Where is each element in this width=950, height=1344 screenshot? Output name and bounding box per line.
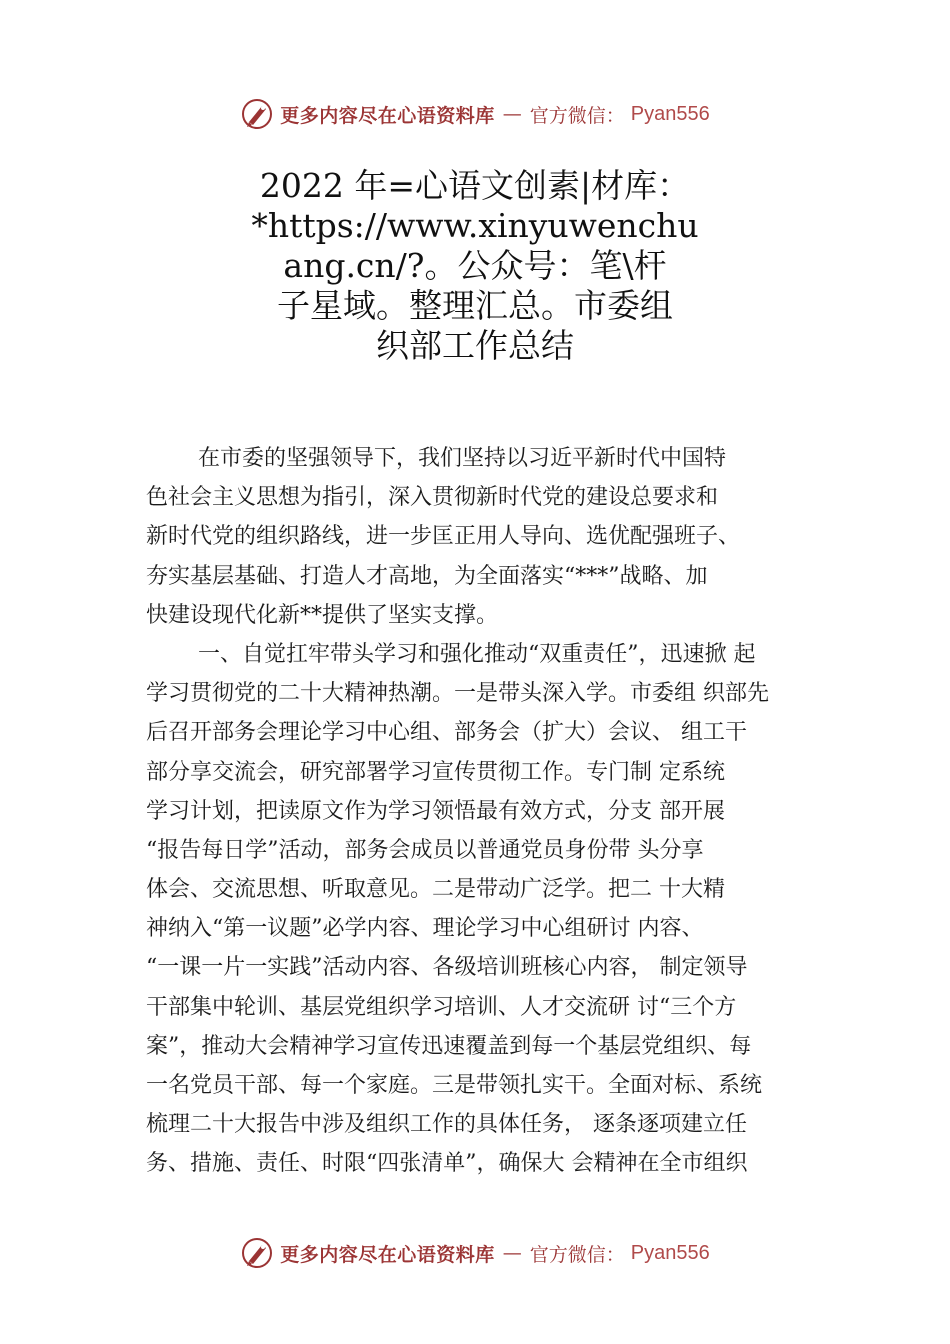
text-line: 案”，推动大会精神学习宣传迅速覆盖到每一个基层党组织、每: [146, 1033, 752, 1059]
text-line: 神纳入“第一议题”必学内容、理论学习中心组研讨 内容、: [146, 916, 704, 942]
banner-contact-label: 官方微信：: [529, 1243, 625, 1266]
text-line: 一名党员干部、每一个家庭。三是带领扎实干。全面对标、系统: [146, 1073, 763, 1098]
title-line: *https://www.xinyuwenchu: [251, 206, 699, 245]
title-line: ang.cn/?。公众号：笔\杆: [283, 246, 667, 285]
paragraph-1: [146, 439, 836, 635]
document-title: [240, 166, 710, 366]
text-line: 梳理二十大报告中涉及组织工作的具体任务， 逐条逐项建立任: [146, 1112, 747, 1138]
document-body: [146, 439, 836, 1184]
text-line: 学习贯彻党的二十大精神热潮。一是带头深入学。市委组 织部先: [146, 681, 769, 707]
text-line: 后召开部务会理论学习中心组、部务会（扩大）会议、 组工干: [146, 720, 747, 746]
text-line: 体会、交流思想、听取意见。二是带动广泛学。把二 十大精: [146, 877, 725, 903]
banner-separator: —: [502, 103, 522, 125]
banner-separator: —: [502, 1242, 522, 1264]
text-line: “一课一片一实践”活动内容、各级培训班核心内容， 制定领导: [146, 955, 748, 981]
footer-banner: [0, 1233, 950, 1273]
text-line: 夯实基层基础、打造人才高地，为全面落实“***”战略、加: [146, 563, 708, 589]
text-line: 快建设现代化新**提供了坚实支撑。: [146, 602, 499, 628]
banner-contact-id: Pyan556: [630, 102, 710, 125]
banner-contact-label: 官方微信：: [529, 104, 625, 127]
text-line: 色社会主义思想为指引，深入贯彻新时代党的建设总要求和: [146, 485, 719, 511]
banner-contact-id: Pyan556: [630, 1241, 710, 1264]
pen-nib-logo-icon: [240, 97, 274, 131]
title-line: 子星域。整理汇总。市委组: [277, 286, 673, 325]
text-line: 部分享交流会，研究部署学习宣传贯彻工作。专门制 定系统: [146, 759, 725, 785]
title-line: 2022 年=心语文创素|材库：: [259, 166, 691, 205]
banner-promo-text: 更多内容尽在心语资料库: [280, 1243, 495, 1266]
text-line: “报告每日学”活动，部务会成员以普通党员身份带 头分享: [146, 837, 704, 863]
text-line: 干部集中轮训、基层党组织学习培训、人才交流研 讨“三个方: [146, 994, 737, 1020]
text-line: 学习计划，把读原文作为学习领悟最有效方式，分支 部开展: [146, 798, 725, 824]
banner-promo-text: 更多内容尽在心语资料库: [280, 104, 495, 127]
pen-nib-logo-icon: [240, 1236, 274, 1270]
text-line: 在市委的坚强领导下，我们坚持以习近平新时代中国特: [198, 446, 727, 471]
text-line: 务、措施、责任、时限“四张清单”，确保大 会精神在全市组织: [146, 1151, 748, 1177]
header-banner: [0, 94, 950, 134]
text-line: 一、自觉扛牢带头学习和强化推动“双重责任”，迅速掀 起: [198, 641, 756, 667]
title-line: 织部工作总结: [376, 326, 574, 365]
paragraph-2: [146, 635, 836, 1184]
text-line: 新时代党的组织路线，进一步匡正用人导向、选优配强班子、: [146, 524, 741, 550]
